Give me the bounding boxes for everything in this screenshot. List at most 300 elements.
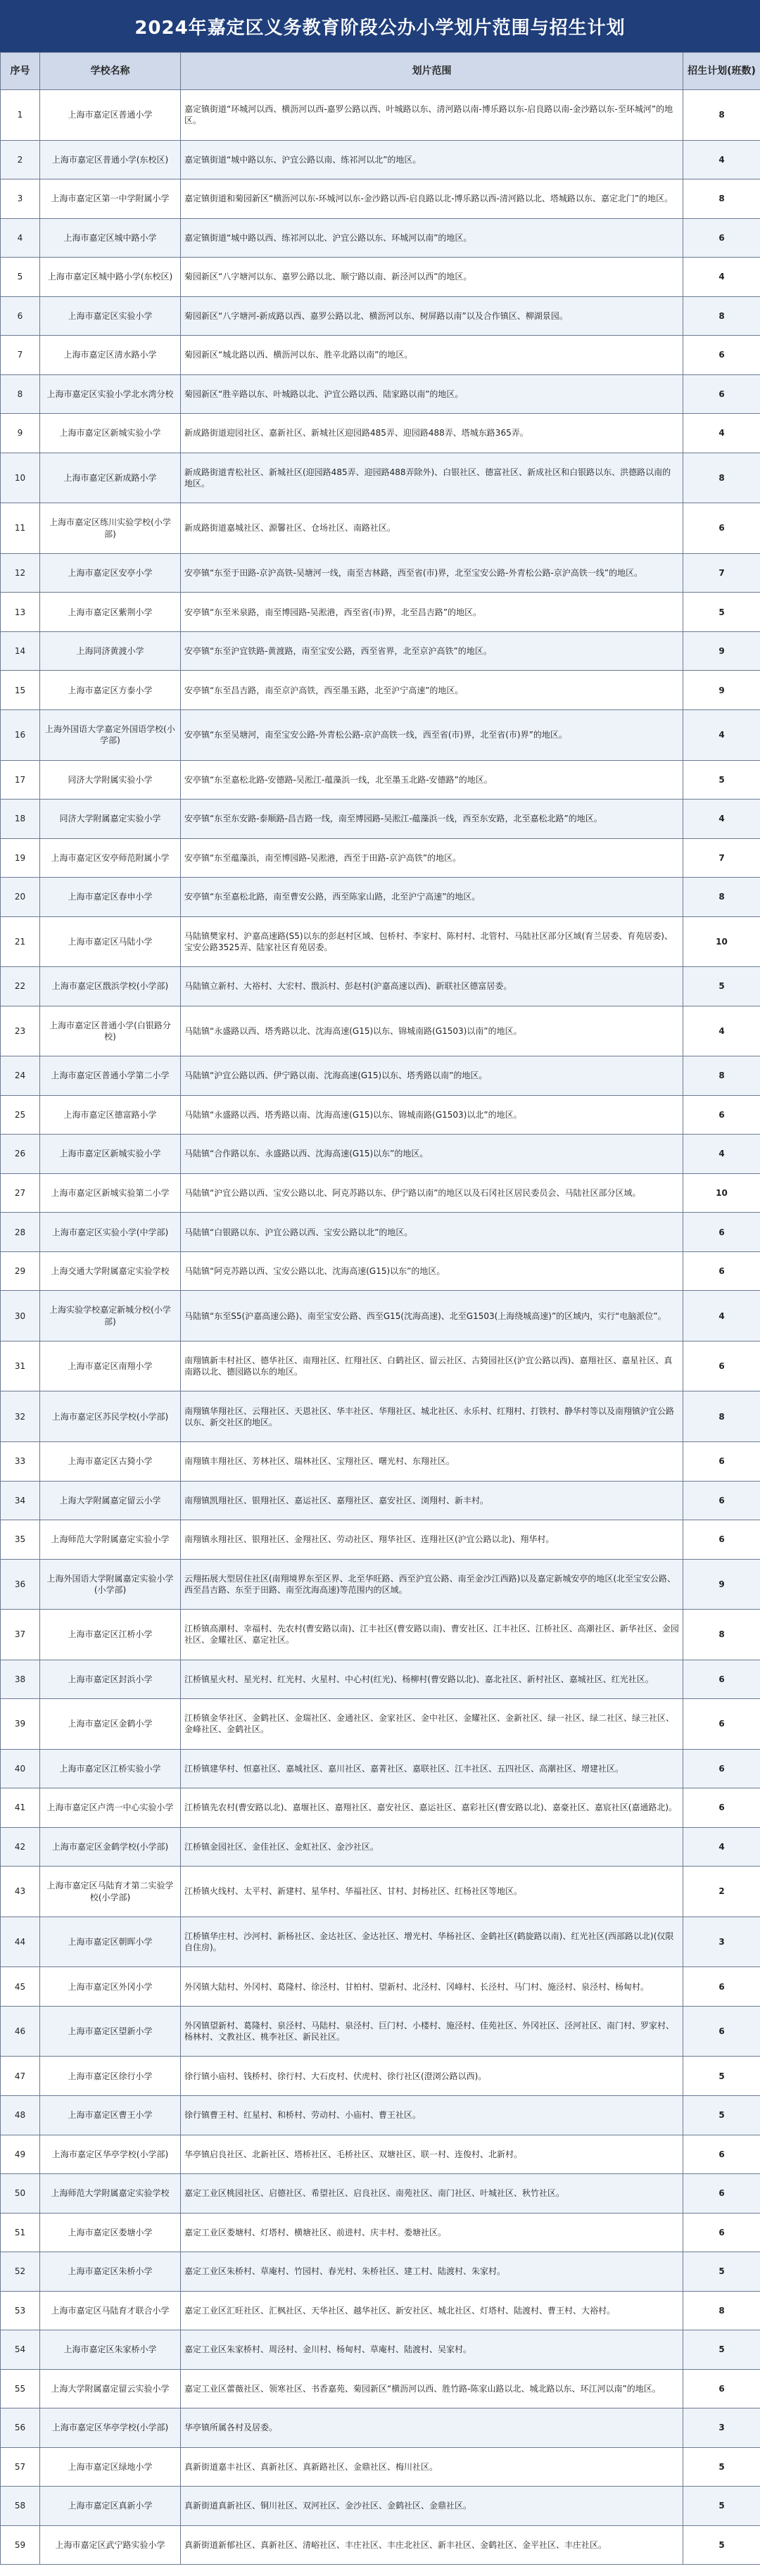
- table-row: [1, 1391, 760, 1442]
- zoning-range: 嘉定镇街道“城中路以东、沪宜公路以南、练祁河以北”的地区。: [181, 140, 683, 179]
- table-row: [1, 1173, 760, 1213]
- zoning-range: 新成路街道嘉城社区、源馨社区、仓场社区、南路社区。: [181, 503, 683, 554]
- row-number: 55: [1, 2369, 40, 2408]
- zoning-range: 江桥镇金华社区、金鹤社区、金瑞社区、金通社区、金家社区、金中社区、金耀社区、金新社区、绿一社区、绿二社区、绿三社区、金峰社区、金鹤社区。: [181, 1699, 683, 1750]
- school-name: 上海外国语大学嘉定外国语学校(小学部): [40, 709, 181, 760]
- row-number: 46: [1, 2006, 40, 2057]
- school-name: 上海师范大学附属嘉定实验学校: [40, 2174, 181, 2214]
- enrollment-plan: 6: [683, 1481, 760, 1520]
- school-name: 上海外国语大学附属嘉定实验小学(小学部): [40, 1559, 181, 1610]
- school-name: 上海市嘉定区普通小学(东校区): [40, 140, 181, 179]
- school-name: 上海市嘉定区马陆育才联合小学: [40, 2291, 181, 2330]
- school-name: 上海市嘉定区朝晖小学: [40, 1917, 181, 1967]
- school-name: 上海市嘉定区实验小学北水湾分校: [40, 374, 181, 414]
- table-row: [1, 760, 760, 800]
- zoning-range: 云翔拓展大型居住社区(南翔境界东至区界、北至华旺路、西至沪宜公路、南至金沙江西路)以及嘉定新城安亭的地区(北至宝安公路、西至昌吉路、东至于田路、南至沈海高速)等范围内的区域。: [181, 1559, 683, 1610]
- table-row: [1, 593, 760, 632]
- school-name: 上海市嘉定区方泰小学: [40, 671, 181, 710]
- enrollment-plan: 5: [683, 2252, 760, 2292]
- row-number: 45: [1, 1967, 40, 2007]
- row-number: 39: [1, 1699, 40, 1750]
- table-row: [1, 2174, 760, 2214]
- row-number: 40: [1, 1749, 40, 1788]
- school-name: 上海市嘉定区曹王小学: [40, 2095, 181, 2135]
- row-number: 10: [1, 453, 40, 503]
- zoning-range: 外冈镇大陆村、外冈村、葛隆村、徐泾村、甘柏村、望新村、北泾村、冈峰村、长泾村、马门村、施泾村、泉泾村、杨甸村。: [181, 1967, 683, 2007]
- row-number: 17: [1, 760, 40, 800]
- table-row: [1, 453, 760, 503]
- enrollment-plan: 6: [683, 1967, 760, 2007]
- enrollment-plan: 6: [683, 2369, 760, 2408]
- table-row: [1, 1610, 760, 1660]
- enrollment-plan: 4: [683, 140, 760, 179]
- row-number: 24: [1, 1056, 40, 1096]
- school-name: 上海市嘉定区江桥实验小学: [40, 1749, 181, 1788]
- row-number: 8: [1, 374, 40, 414]
- zoning-range: 安亭镇“东至吴塘河，南至宝安公路-外青松公路-京沪高铁一线，西至省(市)界，北至省(市)界”的地区。: [181, 709, 683, 760]
- enrollment-plan: 7: [683, 838, 760, 878]
- zoning-range: 马陆镇樊家村、沪嘉高速路(S5)以东的彭赵村区域、包桥村、李家村、陈村村、北管村、马陆社区部分区域(育兰居委、育苑居委)、宝安公路3525弄、陆家社区育苑居委。: [181, 916, 683, 967]
- row-number: 26: [1, 1135, 40, 1174]
- table-row: [1, 414, 760, 453]
- zoning-range: 江桥镇金园社区、金佳社区、金虹社区、金沙社区。: [181, 1827, 683, 1867]
- zoning-range: 菊园新区“八字塘河以东、嘉罗公路以北、顺宁路以南、新泾河以西”的地区。: [181, 258, 683, 297]
- enrollment-plan: 6: [683, 1213, 760, 1252]
- row-number: 25: [1, 1095, 40, 1135]
- school-name: 上海市嘉定区练川实验学校(小学部): [40, 503, 181, 554]
- table-row: [1, 2369, 760, 2408]
- enrollment-plan: 6: [683, 218, 760, 258]
- zoning-range: 华亭镇启良社区、北新社区、塔桥社区、毛桥社区、双塘社区、联一村、连俊村、北新村。: [181, 2135, 683, 2174]
- zoning-range: 嘉定工业区朱桥村、草庵村、竹园村、春光村、朱桥社区、建工村、陆渡村、朱家村。: [181, 2252, 683, 2292]
- zoning-range: 南翔镇凯翔社区、银翔社区、嘉运社区、嘉翔社区、嘉安社区、浏翔村、新丰村。: [181, 1481, 683, 1520]
- zoning-range: 马陆镇“东至S5(沪嘉高速公路)、南至宝安公路、西至G15(沈海高速)、北至G1503(上海绕城高速)”的区域内，实行“电脑派位”。: [181, 1291, 683, 1341]
- header-no: 序号: [1, 53, 40, 90]
- row-number: 54: [1, 2330, 40, 2370]
- zoning-range: 马陆镇“沪宜公路以西、伊宁路以南、沈海高速(G15)以东、塔秀路以南”的地区。: [181, 1056, 683, 1096]
- row-number: 38: [1, 1660, 40, 1699]
- zoning-range: 马陆镇“白银路以东、沪宜公路以西、宝安公路以北”的地区。: [181, 1213, 683, 1252]
- row-number: 22: [1, 967, 40, 1006]
- table-row: [1, 2330, 760, 2370]
- zoning-range: 马陆镇立新村、大裕村、大宏村、戬浜村、彭赵村(沪嘉高速以西)、新联社区德富居委。: [181, 967, 683, 1006]
- table-row: [1, 2135, 760, 2174]
- table-row: [1, 800, 760, 839]
- table-row: [1, 374, 760, 414]
- table-row: [1, 218, 760, 258]
- zoning-range: 安亭镇“东至米泉路，南至博园路-吴淞港，西至省(市)界，北至昌吉路”的地区。: [181, 593, 683, 632]
- table-row: [1, 1291, 760, 1341]
- enrollment-plan: 6: [683, 1788, 760, 1828]
- table-row: [1, 1481, 760, 1520]
- table-row: [1, 671, 760, 710]
- zoning-range: 安亭镇“东至嘉松北路-安德路-吴淞江-蕴藻浜一线，北至墨玉北路-安德路”的地区。: [181, 760, 683, 800]
- table-row: [1, 179, 760, 219]
- school-name: 上海市嘉定区实验小学: [40, 296, 181, 336]
- zoning-range: 真新街道嘉丰社区、真新社区、真新路社区、金鼎社区、梅川社区。: [181, 2447, 683, 2487]
- zoning-range: 江桥镇星火村、星光村、红光村、火星村、中心村(红光)、杨柳村(曹安路以北)、嘉北社区、新村社区、嘉城社区、红光社区。: [181, 1660, 683, 1699]
- row-number: 37: [1, 1610, 40, 1660]
- zoning-range: 马陆镇“永盛路以西、塔秀路以南、沈海高速(G15)以东、锦城南路(G1503)以北”的地区。: [181, 1095, 683, 1135]
- school-name: 上海市嘉定区第一中学附属小学: [40, 179, 181, 219]
- table-row: [1, 1442, 760, 1482]
- table-row: [1, 1056, 760, 1096]
- row-number: 5: [1, 258, 40, 297]
- enrollment-plan: 8: [683, 2291, 760, 2330]
- row-number: 33: [1, 1442, 40, 1482]
- enrollment-plan: 4: [683, 1291, 760, 1341]
- zoning-range: 嘉定工业区朱家桥村、周泾村、金川村、杨甸村、草庵村、陆渡村、吴家村。: [181, 2330, 683, 2370]
- row-number: 19: [1, 838, 40, 878]
- enrollment-plan: 5: [683, 2095, 760, 2135]
- school-name: 上海交通大学附属嘉定实验学校: [40, 1251, 181, 1291]
- zoning-range: 江桥镇火线村、太平村、新建村、星华村、华福社区、甘村、封杨社区、红杨社区等地区。: [181, 1867, 683, 1917]
- enrollment-plan: 8: [683, 453, 760, 503]
- table-row: [1, 1967, 760, 2007]
- enrollment-plan: 6: [683, 1251, 760, 1291]
- row-number: 20: [1, 878, 40, 917]
- enrollment-plan: 6: [683, 1442, 760, 1482]
- enrollment-plan: 6: [683, 2213, 760, 2252]
- table-header-row: [1, 53, 760, 90]
- zoning-range: 华亭镇所属各村及居委。: [181, 2408, 683, 2448]
- row-number: 2: [1, 140, 40, 179]
- enrollment-plan: 7: [683, 553, 760, 593]
- school-name: 上海市嘉定区城中路小学(东校区): [40, 258, 181, 297]
- enrollment-plan: 10: [683, 916, 760, 967]
- table-body: [1, 90, 760, 2565]
- enrollment-plan: 6: [683, 1095, 760, 1135]
- school-name: 同济大学附属实验小学: [40, 760, 181, 800]
- row-number: 9: [1, 414, 40, 453]
- zoning-range: 南翔镇永翔社区、银翔社区、金翔社区、劳动社区、翔华社区、连翔社区(沪宜公路以北)、翔华村。: [181, 1520, 683, 1560]
- zoning-range: 真新街道真新社区、铜川社区、双河社区、金沙社区、金鹤社区、金鼎社区。: [181, 2487, 683, 2526]
- school-name: 上海市嘉定区朱家桥小学: [40, 2330, 181, 2370]
- enrollment-plan: 8: [683, 1056, 760, 1096]
- school-name: 上海市嘉定区苏民学校(小学部): [40, 1391, 181, 1442]
- row-number: 48: [1, 2095, 40, 2135]
- enrollment-plan: 6: [683, 1699, 760, 1750]
- row-number: 51: [1, 2213, 40, 2252]
- table-row: [1, 2408, 760, 2448]
- table-row: [1, 1006, 760, 1056]
- table-row: [1, 2213, 760, 2252]
- school-name: 上海市嘉定区安亭小学: [40, 553, 181, 593]
- table-row: [1, 1095, 760, 1135]
- school-name: 上海市嘉定区实验小学(中学部): [40, 1213, 181, 1252]
- table-row: [1, 1135, 760, 1174]
- table-row: [1, 2525, 760, 2565]
- school-name: 上海市嘉定区外冈小学: [40, 1967, 181, 2007]
- table-row: [1, 2095, 760, 2135]
- row-number: 52: [1, 2252, 40, 2292]
- zoning-range: 真新街道新郁社区、真新社区、清峪社区、丰庄社区、丰庄北社区、新丰社区、金鹤社区、金平社区、丰庄社区。: [181, 2525, 683, 2565]
- table-row: [1, 296, 760, 336]
- row-number: 11: [1, 503, 40, 554]
- table-row: [1, 2252, 760, 2292]
- school-name: 上海市嘉定区绿地小学: [40, 2447, 181, 2487]
- table-row: [1, 2057, 760, 2096]
- enrollment-plan: 9: [683, 1559, 760, 1610]
- school-name: 同济大学附属嘉定实验小学: [40, 800, 181, 839]
- zoning-range: 安亭镇“东至嘉松北路，南至曹安公路，西至陈家山路，北至沪宁高速”的地区。: [181, 878, 683, 917]
- table-row: [1, 1341, 760, 1391]
- school-name: 上海市嘉定区徐行小学: [40, 2057, 181, 2096]
- school-name: 上海同济黄渡小学: [40, 631, 181, 671]
- school-name: 上海市嘉定区南翔小学: [40, 1341, 181, 1391]
- school-name: 上海市嘉定区春申小学: [40, 878, 181, 917]
- school-name: 上海市嘉定区新城实验第二小学: [40, 1173, 181, 1213]
- table-row: [1, 1827, 760, 1867]
- enrollment-plan: 2: [683, 1867, 760, 1917]
- zoning-range: 菊园新区“城北路以西、横沥河以东、胜辛北路以南”的地区。: [181, 336, 683, 375]
- enrollment-plan: 4: [683, 800, 760, 839]
- enrollment-plan: 8: [683, 1610, 760, 1660]
- row-number: 43: [1, 1867, 40, 1917]
- school-name: 上海大学附属嘉定留云小学: [40, 1481, 181, 1520]
- school-name: 上海市嘉定区娄塘小学: [40, 2213, 181, 2252]
- school-name: 上海市嘉定区金鹤小学: [40, 1699, 181, 1750]
- enrollment-plan: 8: [683, 296, 760, 336]
- row-number: 58: [1, 2487, 40, 2526]
- zoning-range: 安亭镇“东至于田路-京沪高铁-吴塘河一线，南至吉林路，西至省(市)界，北至宝安公路-外青松公路-京沪高铁一线”的地区。: [181, 553, 683, 593]
- enrollment-plan: 9: [683, 631, 760, 671]
- table-row: [1, 1917, 760, 1967]
- zoning-range: 马陆镇“合作路以东、永盛路以西、沈海高速(G15)以东”的地区。: [181, 1135, 683, 1174]
- zoning-range: 马陆镇“阿克苏路以西、宝安公路以北、沈海高速(G15)以东”的地区。: [181, 1251, 683, 1291]
- row-number: 50: [1, 2174, 40, 2214]
- enrollment-plan: 4: [683, 1827, 760, 1867]
- zoning-range: 安亭镇“东至沪宜铁路-黄渡路，南至宝安公路，西至省界，北至京沪高铁”的地区。: [181, 631, 683, 671]
- enrollment-plan: 4: [683, 1135, 760, 1174]
- school-name: 上海市嘉定区朱桥小学: [40, 2252, 181, 2292]
- school-name: 上海市嘉定区普通小学第二小学: [40, 1056, 181, 1096]
- enrollment-plan: 6: [683, 336, 760, 375]
- zoning-range: 嘉定工业区娄塘村、灯塔村、横塘社区、前进村、庆丰村、娄塘社区。: [181, 2213, 683, 2252]
- school-name: 上海大学附属嘉定留云实验小学: [40, 2369, 181, 2408]
- enrollment-plan: 5: [683, 2447, 760, 2487]
- row-number: 53: [1, 2291, 40, 2330]
- row-number: 27: [1, 1173, 40, 1213]
- row-number: 12: [1, 553, 40, 593]
- zoning-range: 嘉定镇街道和菊园新区“横沥河以东-环城河以东-金沙路以西-启良路以北-博乐路以西-清河路以北、塔城路以东、嘉定北门”的地区。: [181, 179, 683, 219]
- table-row: [1, 2291, 760, 2330]
- school-name: 上海市嘉定区新城实验小学: [40, 1135, 181, 1174]
- zoning-range: 南翔镇丰翔社区、芳林社区、瑞林社区、宝翔社区、曙光村、东翔社区。: [181, 1442, 683, 1482]
- zoning-range: 安亭镇“东至蕴藻浜，南至博园路-吴淞港，西至于田路-京沪高铁”的地区。: [181, 838, 683, 878]
- school-name: 上海实验学校嘉定新城分校(小学部): [40, 1291, 181, 1341]
- row-number: 34: [1, 1481, 40, 1520]
- enrollment-plan: 5: [683, 760, 760, 800]
- row-number: 41: [1, 1788, 40, 1828]
- table-row: [1, 1699, 760, 1750]
- table-row: [1, 503, 760, 554]
- school-name: 上海市嘉定区江桥小学: [40, 1610, 181, 1660]
- enrollment-plan: 8: [683, 878, 760, 917]
- table-row: [1, 1213, 760, 1252]
- enrollment-plan: 4: [683, 709, 760, 760]
- zoning-range: 新成路街道迎园社区、嘉新社区、新城社区迎园路485弄、迎园路488弄、塔城东路365弄。: [181, 414, 683, 453]
- row-number: 16: [1, 709, 40, 760]
- table-row: [1, 878, 760, 917]
- school-name: 上海市嘉定区新城实验小学: [40, 414, 181, 453]
- enrollment-plan: 6: [683, 1660, 760, 1699]
- row-number: 28: [1, 1213, 40, 1252]
- table-row: [1, 631, 760, 671]
- school-name: 上海市嘉定区望新小学: [40, 2006, 181, 2057]
- row-number: 35: [1, 1520, 40, 1560]
- enrollment-plan: 8: [683, 90, 760, 141]
- row-number: 21: [1, 916, 40, 967]
- zoning-range: 江桥镇华庄村、沙河村、新杨社区、金达社区、金达社区、增光村、华杨社区、金鹤社区(鹤旋路以南)、红光社区(西部路以北)(仅限自住房)。: [181, 1917, 683, 1967]
- enrollment-plan: 6: [683, 2174, 760, 2214]
- zoning-range: 江桥镇先农村(曹安路以北)、嘉堰社区、嘉翔社区、嘉安社区、嘉运社区、嘉彩社区(曹安路以北)、嘉豪社区、嘉宸社区(嘉通路北)。: [181, 1788, 683, 1828]
- zoning-range: 嘉定工业区蕾薇社区、领寒社区、书香嘉苑、菊园新区“横沥河以西、胜竹路-陈家山路以北、城北路以东、环江河以南”的地区。: [181, 2369, 683, 2408]
- enrollment-plan: 5: [683, 593, 760, 632]
- row-number: 57: [1, 2447, 40, 2487]
- enrollment-plan: 5: [683, 2487, 760, 2526]
- table-row: [1, 553, 760, 593]
- school-name: 上海市嘉定区德富路小学: [40, 1095, 181, 1135]
- school-name: 上海市嘉定区清水路小学: [40, 336, 181, 375]
- table-row: [1, 2006, 760, 2057]
- school-name: 上海市嘉定区华亭学校(小学部): [40, 2135, 181, 2174]
- table-row: [1, 2447, 760, 2487]
- enrollment-plan: 6: [683, 1341, 760, 1391]
- school-name: 上海市嘉定区马陆育才第二实验学校(小学部): [40, 1867, 181, 1917]
- enrollment-plan: 3: [683, 2408, 760, 2448]
- enrollment-plan: 6: [683, 1749, 760, 1788]
- row-number: 14: [1, 631, 40, 671]
- table-row: [1, 916, 760, 967]
- school-name: 上海市嘉定区戬浜学校(小学部): [40, 967, 181, 1006]
- row-number: 44: [1, 1917, 40, 1967]
- enrollment-plan: 9: [683, 671, 760, 710]
- row-number: 59: [1, 2525, 40, 2565]
- school-name: 上海市嘉定区古猗小学: [40, 1442, 181, 1482]
- school-name: 上海市嘉定区金鹤学校(小学部): [40, 1827, 181, 1867]
- table-row: [1, 336, 760, 375]
- enrollment-plan: 8: [683, 1391, 760, 1442]
- row-number: 32: [1, 1391, 40, 1442]
- zoning-range: 南翔镇新丰村社区、德华社区、南翔社区、红翔社区、白鹤社区、留云社区、古猗园社区(沪宜公路以西)、嘉翔社区、嘉星社区、真南路以北、德园路以东的地区。: [181, 1341, 683, 1391]
- school-name: 上海市嘉定区马陆小学: [40, 916, 181, 967]
- zoning-range: 嘉定工业区汇旺社区、汇枫社区、天华社区、越华社区、新安社区、城北社区、灯塔村、陆渡村、曹王村、大裕村。: [181, 2291, 683, 2330]
- row-number: 18: [1, 800, 40, 839]
- table-row: [1, 90, 760, 141]
- header-range: 划片范围: [181, 53, 683, 90]
- row-number: 7: [1, 336, 40, 375]
- school-name: 上海市嘉定区安亭师范附属小学: [40, 838, 181, 878]
- row-number: 29: [1, 1251, 40, 1291]
- table-row: [1, 1251, 760, 1291]
- table-row: [1, 258, 760, 297]
- row-number: 49: [1, 2135, 40, 2174]
- school-name: 上海市嘉定区封浜小学: [40, 1660, 181, 1699]
- enrollment-table: [0, 52, 760, 2565]
- zoning-range: 马陆镇“沪宜公路以西、宝安公路以北、阿克苏路以东、伊宁路以南”的地区以及石冈社区居民委员会、马陆社区部分区域。: [181, 1173, 683, 1213]
- zoning-range: 江桥镇建华村、恒嘉社区、嘉城社区、嘉川社区、嘉菁社区、嘉联社区、江丰社区、五四社区、高潮社区、增建社区。: [181, 1749, 683, 1788]
- school-name: 上海市嘉定区紫荆小学: [40, 593, 181, 632]
- school-name: 上海市嘉定区真新小学: [40, 2487, 181, 2526]
- enrollment-plan: 5: [683, 967, 760, 1006]
- zoning-range: 嘉定镇街道“城中路以西、练祁河以北、沪宜公路以东、环城河以南”的地区。: [181, 218, 683, 258]
- zoning-range: 南翔镇华翔社区、云翔社区、天恩社区、华丰社区、华翔社区、城北社区、永乐村、红翔村、打铁村、静华村等以及南翔镇沪宜公路以东、新交社区的地区。: [181, 1391, 683, 1442]
- enrollment-plan: 6: [683, 2135, 760, 2174]
- row-number: 23: [1, 1006, 40, 1056]
- row-number: 6: [1, 296, 40, 336]
- table-row: [1, 1788, 760, 1828]
- row-number: 4: [1, 218, 40, 258]
- enrollment-plan: 5: [683, 2525, 760, 2565]
- row-number: 3: [1, 179, 40, 219]
- row-number: 30: [1, 1291, 40, 1341]
- enrollment-plan: 4: [683, 258, 760, 297]
- enrollment-plan: 6: [683, 2006, 760, 2057]
- zoning-range: 徐行镇曹王村、红星村、和桥村、劳动村、小庙村、曹王社区。: [181, 2095, 683, 2135]
- zoning-range: 菊园新区“八字塘河-新成路以西、嘉罗公路以北、横沥河以东、树屏路以南”以及合作镇区、柳湖景园。: [181, 296, 683, 336]
- enrollment-plan: 6: [683, 374, 760, 414]
- table-row: [1, 1749, 760, 1788]
- table-row: [1, 1867, 760, 1917]
- header-plan: 招生计划(班数): [683, 53, 760, 90]
- school-name: 上海师范大学附属嘉定实验小学: [40, 1520, 181, 1560]
- enrollment-plan: 10: [683, 1173, 760, 1213]
- zoning-range: 马陆镇“永盛路以西、塔秀路以北、沈海高速(G15)以东、锦城南路(G1503)以南”的地区。: [181, 1006, 683, 1056]
- enrollment-plan: 5: [683, 2057, 760, 2096]
- table-row: [1, 1520, 760, 1560]
- row-number: 31: [1, 1341, 40, 1391]
- table-row: [1, 1559, 760, 1610]
- enrollment-plan: 5: [683, 2330, 760, 2370]
- row-number: 13: [1, 593, 40, 632]
- school-name: 上海市嘉定区新成路小学: [40, 453, 181, 503]
- zoning-range: 嘉定镇街道“环城河以西、横沥河以西-嘉罗公路以西、叶城路以东、清河路以南-博乐路以东-启良路以南-金沙路以东-至环城河”的地区。: [181, 90, 683, 141]
- row-number: 42: [1, 1827, 40, 1867]
- table-row: [1, 967, 760, 1006]
- enrollment-plan: 8: [683, 179, 760, 219]
- enrollment-plan: 3: [683, 1917, 760, 1967]
- table-row: [1, 2487, 760, 2526]
- table-row: [1, 709, 760, 760]
- school-name: 上海市嘉定区普通小学(白银路分校): [40, 1006, 181, 1056]
- zoning-range: 安亭镇“东至东安路-泰顺路-昌吉路一线，南至博园路-吴淞江-蕴藻浜一线，西至东安路，北至嘉松北路”的地区。: [181, 800, 683, 839]
- zoning-range: 菊园新区“胜辛路以东、叶城路以北、沪宜公路以西、陆家路以南”的地区。: [181, 374, 683, 414]
- zoning-range: 安亭镇“东至昌吉路，南至京沪高铁，西至墨玉路，北至沪宁高速”的地区。: [181, 671, 683, 710]
- table-row: [1, 140, 760, 179]
- row-number: 56: [1, 2408, 40, 2448]
- row-number: 1: [1, 90, 40, 141]
- zoning-range: 外冈镇望新村、葛隆村、泉泾村、马陆村、泉泾村、巨门村、小楼村、施泾村、佳苑社区、外冈社区、泾河社区、南门村、罗家村、杨林村、文教社区、桃李社区、新民社区。: [181, 2006, 683, 2057]
- table-row: [1, 838, 760, 878]
- zoning-range: 徐行镇小庙村、钱桥村、徐行村、大石皮村、伏虎村、徐行社区(澄浏公路以西)。: [181, 2057, 683, 2096]
- row-number: 15: [1, 671, 40, 710]
- school-name: 上海市嘉定区普通小学: [40, 90, 181, 141]
- header-school: 学校名称: [40, 53, 181, 90]
- enrollment-plan: 4: [683, 414, 760, 453]
- enrollment-plan: 4: [683, 1006, 760, 1056]
- school-name: 上海市嘉定区华亭学校(小学部): [40, 2408, 181, 2448]
- zoning-range: 嘉定工业区桃园社区、启德社区、希望社区、启良社区、南苑社区、南门社区、叶城社区、秋竹社区。: [181, 2174, 683, 2214]
- school-name: 上海市嘉定区卢湾一中心实验小学: [40, 1788, 181, 1828]
- row-number: 36: [1, 1559, 40, 1610]
- school-name: 上海市嘉定区武宁路实验小学: [40, 2525, 181, 2565]
- school-name: 上海市嘉定区城中路小学: [40, 218, 181, 258]
- zoning-range: 新成路街道青松社区、新城社区(迎园路485弄、迎园路488弄除外)、白银社区、德富社区、新成社区和白银路以东、洪德路以南的地区。: [181, 453, 683, 503]
- table-row: [1, 1660, 760, 1699]
- row-number: 47: [1, 2057, 40, 2096]
- page-title: 2024年嘉定区义务教育阶段公办小学划片范围与招生计划: [0, 0, 760, 52]
